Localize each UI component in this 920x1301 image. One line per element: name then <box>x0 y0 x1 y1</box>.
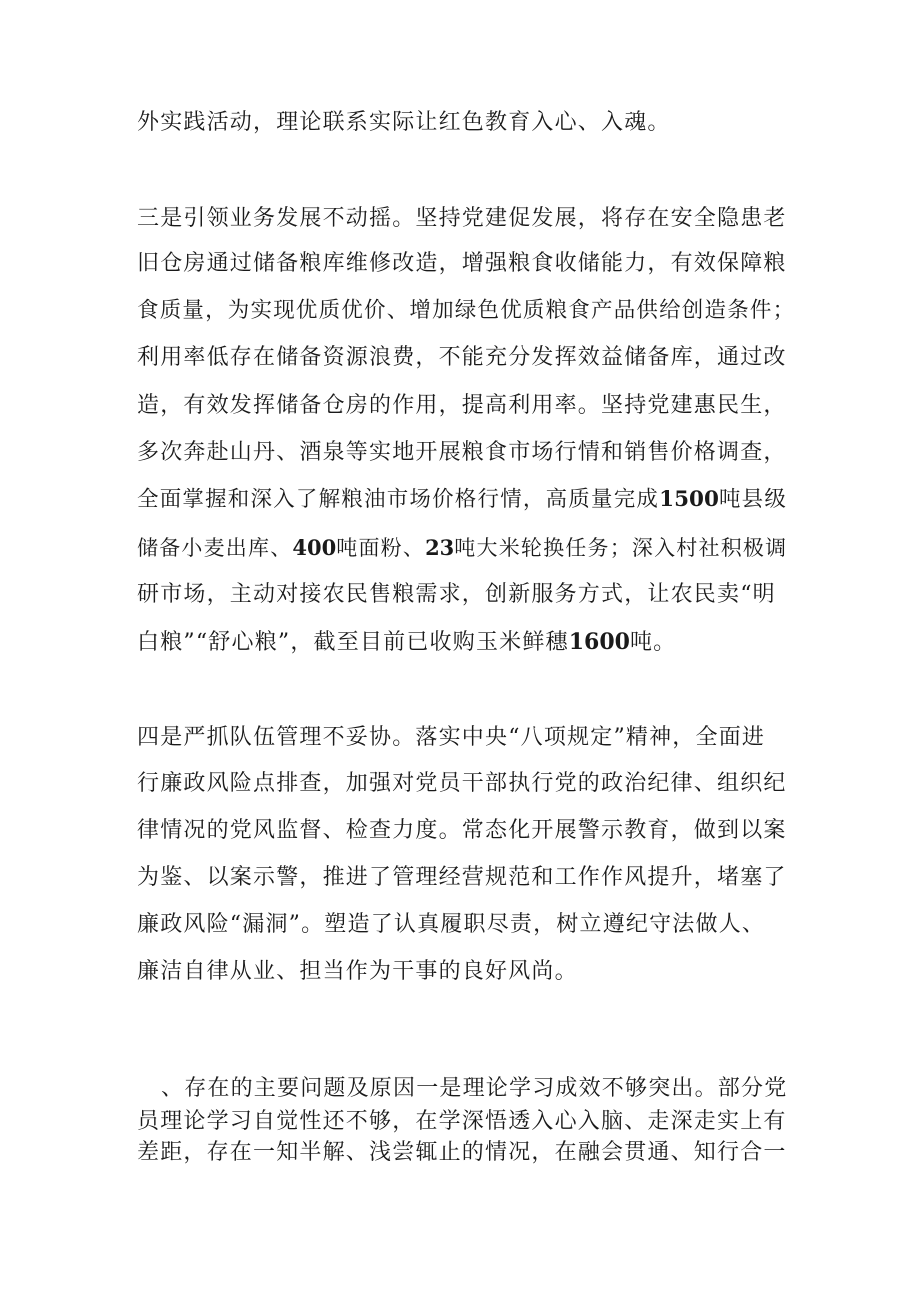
paragraph-2-line-1: 三是引领业务发展不动摇。坚持党建促发展，将存在安全隐患老 <box>137 206 787 231</box>
paragraph-2-line-5: 造，有效发挥储备仓房的作用，提高利用率。坚持党建惠民生， <box>137 393 787 418</box>
paragraph-3-line-4: 为鉴、以案示警，推进了管理经营规范和工作作风提升，堵塞了 <box>137 865 787 890</box>
paragraph-4-line-1: 、存在的主要问题及原因一是理论学习成效不够突出。部分党 <box>161 1076 788 1101</box>
paragraph-3-line-1: 四是严抓队伍管理不妥协。落实中央“八项规定”精神，全面进 <box>137 725 766 750</box>
paragraph-2-line-2: 旧仓房通过储备粮库维修改造，增强粮食收储能力，有效保障粮 <box>137 251 787 276</box>
paragraph-1-line-1: 外实践活动，理论联系实际让红色教育入心、入魂。 <box>137 110 671 135</box>
number-text: 1600 <box>568 629 630 655</box>
paragraph-4-line-2: 员理论学习自觉性还不够，在学深悟透入心入脑、走深走实上有 <box>137 1109 787 1134</box>
paragraph-2-line-7: 全面掌握和深入了解粮油市场价格行情，高质量完成1500吨县级 <box>137 487 788 512</box>
paragraph-3-line-2: 行廉政风险点排查，加强对党员干部执行党的政治纪律、组织纪 <box>137 771 787 796</box>
paragraph-2-line-10: 白粮”“舒心粮”，截至目前已收购玉米鲜穗1600吨。 <box>137 629 677 655</box>
paragraph-2-line-8: 储备小麦出库、400吨面粉、23吨大米轮换任务；深入村社积极调 <box>137 535 788 560</box>
paragraph-4-line-3: 差距，存在一知半解、浅尝辄止的情况，在融会贯通、知行合一 <box>137 1140 787 1165</box>
number-text: 23 <box>425 535 455 560</box>
paragraph-3-line-5: 廉政风险“漏洞”。塑造了认真履职尽责，树立遵纪守法做人、 <box>137 912 766 937</box>
paragraph-2-line-9: 研市场，主动对接农民售粮需求，创新服务方式，让农民卖“明 <box>137 582 776 607</box>
paragraph-2-line-4: 利用率低存在储备资源浪费，不能充分发挥效益储备库，通过改 <box>137 345 787 370</box>
number-text: 400 <box>292 535 337 560</box>
paragraph-3-line-3: 律情况的党风监督、检查力度。常态化开展警示教育，做到以案 <box>137 818 787 843</box>
paragraph-2-line-3: 食质量，为实现优质优价、增加绿色优质粮食产品供给创造条件； <box>137 298 796 323</box>
paragraph-3-line-6: 廉洁自律从业、担当作为干事的良好风尚。 <box>137 959 578 984</box>
number-text: 1500 <box>659 487 719 512</box>
paragraph-2-line-6: 多次奔赴山丹、酒泉等实地开展粮食市场行情和销售价格调查， <box>137 440 787 465</box>
